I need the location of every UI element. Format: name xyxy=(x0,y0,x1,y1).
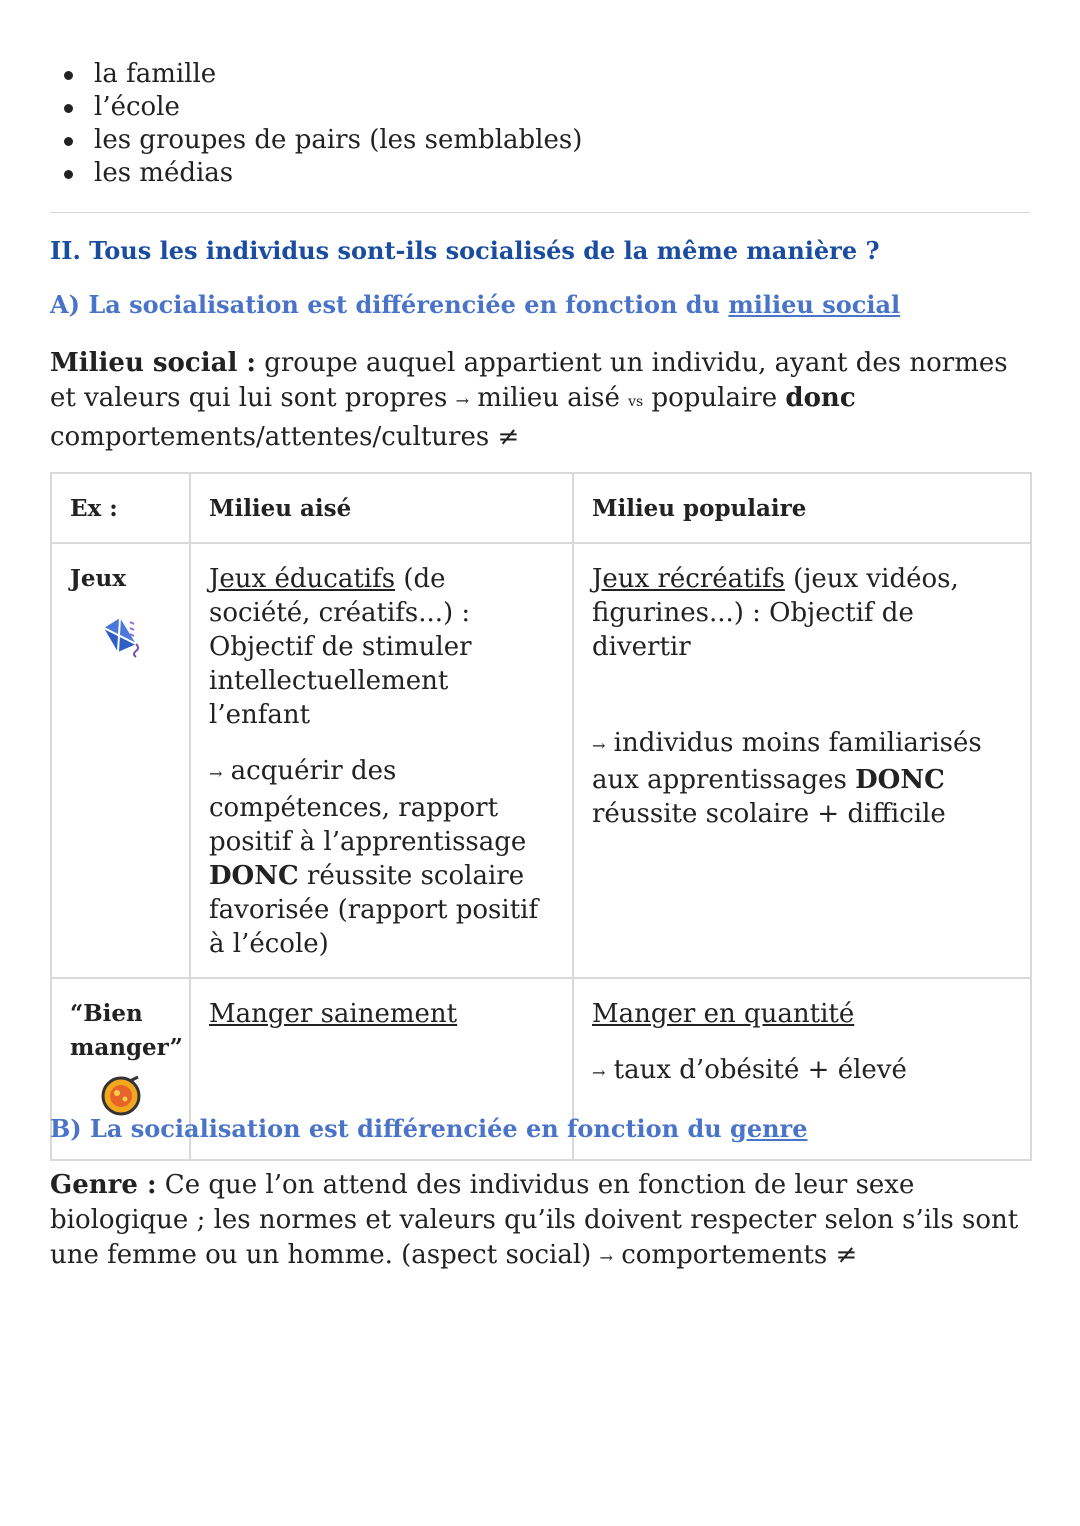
arrow-icon: → xyxy=(592,1063,606,1082)
definition-term: Milieu social : xyxy=(50,348,256,378)
cell-text: taux d’obésité + élevé xyxy=(605,1055,907,1085)
donc-keyword: donc xyxy=(785,383,856,413)
row-label: Jeux xyxy=(70,565,126,592)
table-header-row xyxy=(51,473,1031,543)
cell-text: réussite scolaire favorisée (rapport positif à l’école) xyxy=(209,861,539,959)
cell-text: acquérir des compétences, rapport positif à l’apprentissage xyxy=(209,756,527,857)
arrow-icon: → xyxy=(209,764,223,783)
subsection-b-heading xyxy=(50,1114,807,1143)
subsection-b-prefix: B) La socialisation est différenciée en fonction du xyxy=(50,1114,731,1143)
definition-text: groupe auquel appartient un individu, ayant des normes et valeurs qui lui sont propres xyxy=(50,348,1008,413)
section-heading: II. Tous les individus sont-ils socialisés de la même manière ? xyxy=(50,236,880,265)
table-row xyxy=(51,543,1031,978)
definition-text: comportements/attentes/cultures ≠ xyxy=(50,422,520,452)
horizontal-divider xyxy=(50,212,1030,213)
definition-text: milieu aisé xyxy=(469,383,629,413)
manger-en-quantite-label: Manger en quantité xyxy=(592,999,855,1029)
cell-text: individus moins familiarisés aux apprentissages xyxy=(592,728,982,795)
milieu-social-link[interactable]: milieu social xyxy=(728,290,901,319)
subsection-a-prefix: A) La socialisation est différenciée en fonction du xyxy=(50,290,729,319)
table-header-cell: Milieu aisé xyxy=(190,473,573,543)
definition-text: Ce que l’on attend des individus en fonction de leur sexe biologique ; les normes et valeurs qu’ils doivent respecter selon s’ils sont une femme ou un homme. (aspect social) xyxy=(50,1170,1019,1270)
list-item: l’école xyxy=(64,91,582,124)
milieu-social-definition xyxy=(50,346,1030,455)
cell-text: réussite scolaire + difficile xyxy=(592,799,946,829)
list-item: la famille xyxy=(64,58,582,91)
list-item: les médias xyxy=(64,157,582,190)
jeux-educatifs-label: Jeux éducatifs xyxy=(209,564,396,594)
cell-text: (jeux vidéos, figurines...) : Objectif de divertir xyxy=(592,564,959,662)
kite-icon xyxy=(100,614,171,667)
donc-keyword: DONC xyxy=(855,765,945,795)
arrow-icon: → xyxy=(599,1248,613,1267)
definition-text: populaire xyxy=(643,383,786,413)
subsection-a-heading xyxy=(50,290,900,319)
definition-text: comportements ≠ xyxy=(612,1240,858,1270)
arrow-icon: → xyxy=(592,736,606,755)
definition-term: Genre : xyxy=(50,1170,157,1200)
table-cell xyxy=(573,543,1031,978)
arrow-icon: → xyxy=(455,391,470,410)
table-header-cell: Ex : xyxy=(51,473,190,543)
table-header-cell: Milieu populaire xyxy=(573,473,1031,543)
cell-text: (de société, créatifs...) : Objectif de stimuler intellectuellement l’enfant xyxy=(209,564,472,730)
jeux-recreatifs-label: Jeux récréatifs xyxy=(592,564,785,594)
list-item: les groupes de pairs (les semblables) xyxy=(64,124,582,157)
table-cell xyxy=(190,543,573,978)
donc-keyword: DONC xyxy=(209,861,299,891)
comparison-table xyxy=(50,472,1032,1161)
genre-definition xyxy=(50,1168,1030,1275)
socialization-agents-list xyxy=(64,58,582,190)
row-label: “Bien manger” xyxy=(70,1000,183,1061)
table-cell xyxy=(51,543,190,978)
manger-sainement-label: Manger sainement xyxy=(209,999,458,1029)
vs-label: vs xyxy=(628,394,644,410)
genre-link[interactable]: genre xyxy=(730,1114,808,1143)
